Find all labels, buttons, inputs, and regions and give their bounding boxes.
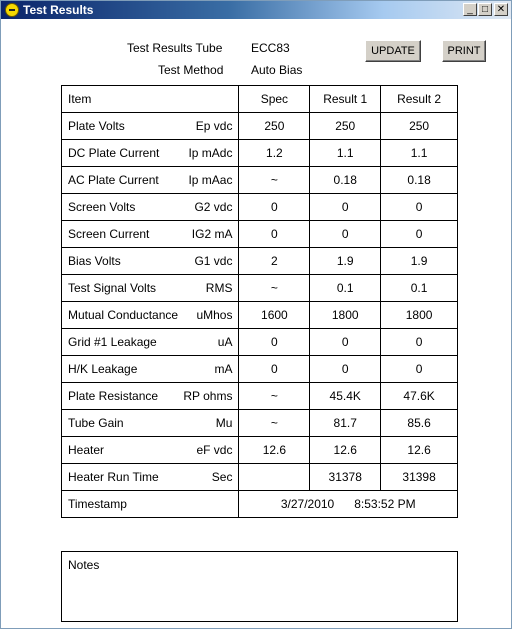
minimize-button[interactable]: _ [463,3,477,16]
tube-label: Test Results Tube [127,41,223,55]
table-header-row [62,86,458,113]
result-2-cell: 0.18 [381,167,458,194]
item-cell [62,221,239,248]
item-unit: Mu [215,416,233,430]
spec-cell: 0 [239,329,310,356]
close-button[interactable]: ✕ [494,3,508,16]
spec-cell: ~ [239,275,310,302]
item-label: Test Signal Volts [68,281,157,295]
table-row [62,302,458,329]
item-unit: G1 vdc [194,254,233,268]
item-cell [62,167,239,194]
result-1-cell: 45.4K [310,383,381,410]
spec-cell: 250 [239,113,310,140]
notes-label: Notes [68,558,100,572]
result-1-cell: 0.1 [310,275,381,302]
tube-value[interactable]: ECC83 [251,41,290,55]
table-row [62,248,458,275]
item-label: DC Plate Current [68,146,160,160]
item-unit: RMS [205,281,233,295]
item-cell [62,140,239,167]
spec-cell: 0 [239,194,310,221]
item-unit: Ip mAac [188,173,233,187]
table-row [62,329,458,356]
print-button[interactable]: PRINT [442,40,486,62]
result-2-cell: 12.6 [381,437,458,464]
item-label: Screen Current [68,227,150,241]
result-1-cell: 1.1 [310,140,381,167]
spec-cell: ~ [239,410,310,437]
result-1-cell: 0 [310,329,381,356]
result-2-cell: 0 [381,329,458,356]
title-bar[interactable] [1,1,511,19]
table-row [62,167,458,194]
column-header-result-1: Result 1 [310,86,381,113]
item-label: Grid #1 Leakage [68,335,157,349]
method-value[interactable]: Auto Bias [251,63,303,77]
result-1-cell: 0 [310,356,381,383]
item-label: Plate Volts [68,119,125,133]
result-1-cell: 12.6 [310,437,381,464]
spec-cell: 1600 [239,302,310,329]
item-unit: mA [214,362,233,376]
result-2-cell: 0.1 [381,275,458,302]
table-row [62,356,458,383]
result-2-cell: 85.6 [381,410,458,437]
spec-cell [239,464,310,491]
column-header-item: Item [62,86,239,113]
result-2-cell: 0 [381,221,458,248]
item-unit: uA [217,335,233,349]
method-label: Test Method [158,63,224,77]
spec-cell: 12.6 [239,437,310,464]
results-table [61,85,458,518]
result-2-cell: 1800 [381,302,458,329]
item-cell [62,248,239,275]
result-2-cell: 1.9 [381,248,458,275]
result-2-cell: 250 [381,113,458,140]
item-label: Tube Gain [68,416,124,430]
item-cell [62,464,239,491]
result-1-cell: 0 [310,221,381,248]
spec-cell: 1.2 [239,140,310,167]
item-unit: Ep vdc [195,119,233,133]
notes-box[interactable] [61,551,458,622]
item-label: Bias Volts [68,254,121,268]
result-1-cell: 31378 [310,464,381,491]
item-unit: uMhos [196,308,233,322]
item-unit: RP ohms [183,389,233,403]
table-row [62,113,458,140]
item-label: H/K Leakage [68,362,138,376]
result-2-cell: 1.1 [381,140,458,167]
table-row [62,221,458,248]
item-cell [62,356,239,383]
item-unit: IG2 mA [191,227,233,241]
result-2-cell: 47.6K [381,383,458,410]
item-cell [62,113,239,140]
result-1-cell: 0.18 [310,167,381,194]
result-1-cell: 250 [310,113,381,140]
item-label: Heater [68,443,105,457]
table-row [62,140,458,167]
item-cell [62,275,239,302]
item-label: AC Plate Current [68,173,159,187]
table-row [62,410,458,437]
spec-cell: 0 [239,356,310,383]
column-header-spec: Spec [239,86,310,113]
table-row [62,194,458,221]
item-unit: G2 vdc [194,200,233,214]
maximize-button[interactable]: □ [478,3,492,16]
result-2-cell: 31398 [381,464,458,491]
result-2-cell: 0 [381,356,458,383]
spec-cell: ~ [239,383,310,410]
result-1-cell: 0 [310,194,381,221]
item-label: Screen Volts [68,200,136,214]
item-cell [62,329,239,356]
table-row [62,275,458,302]
item-unit: eF vdc [196,443,233,457]
item-cell [62,194,239,221]
app-icon [5,3,19,17]
result-2-cell: 0 [381,194,458,221]
item-label: Heater Run Time [68,470,159,484]
item-label: Plate Resistance [68,389,159,403]
spec-cell: 2 [239,248,310,275]
item-cell [62,302,239,329]
spec-cell: ~ [239,167,310,194]
window-title: Test Results [23,3,94,17]
item-cell [62,437,239,464]
table-row [62,464,458,491]
table-row [62,437,458,464]
timestamp-row [62,491,458,518]
table-row [62,383,458,410]
result-1-cell: 81.7 [310,410,381,437]
result-1-cell: 1800 [310,302,381,329]
column-header-result-2: Result 2 [381,86,458,113]
spec-cell: 0 [239,221,310,248]
item-cell [62,410,239,437]
item-unit: Sec [211,470,233,484]
result-1-cell: 1.9 [310,248,381,275]
update-button[interactable]: UPDATE [365,40,421,62]
item-cell [62,383,239,410]
timestamp-label: Timestamp [62,491,239,518]
timestamp-value: 3/27/2010 8:53:52 PM [239,491,458,518]
item-label: Mutual Conductance [68,308,179,322]
item-unit: Ip mAdc [188,146,233,160]
